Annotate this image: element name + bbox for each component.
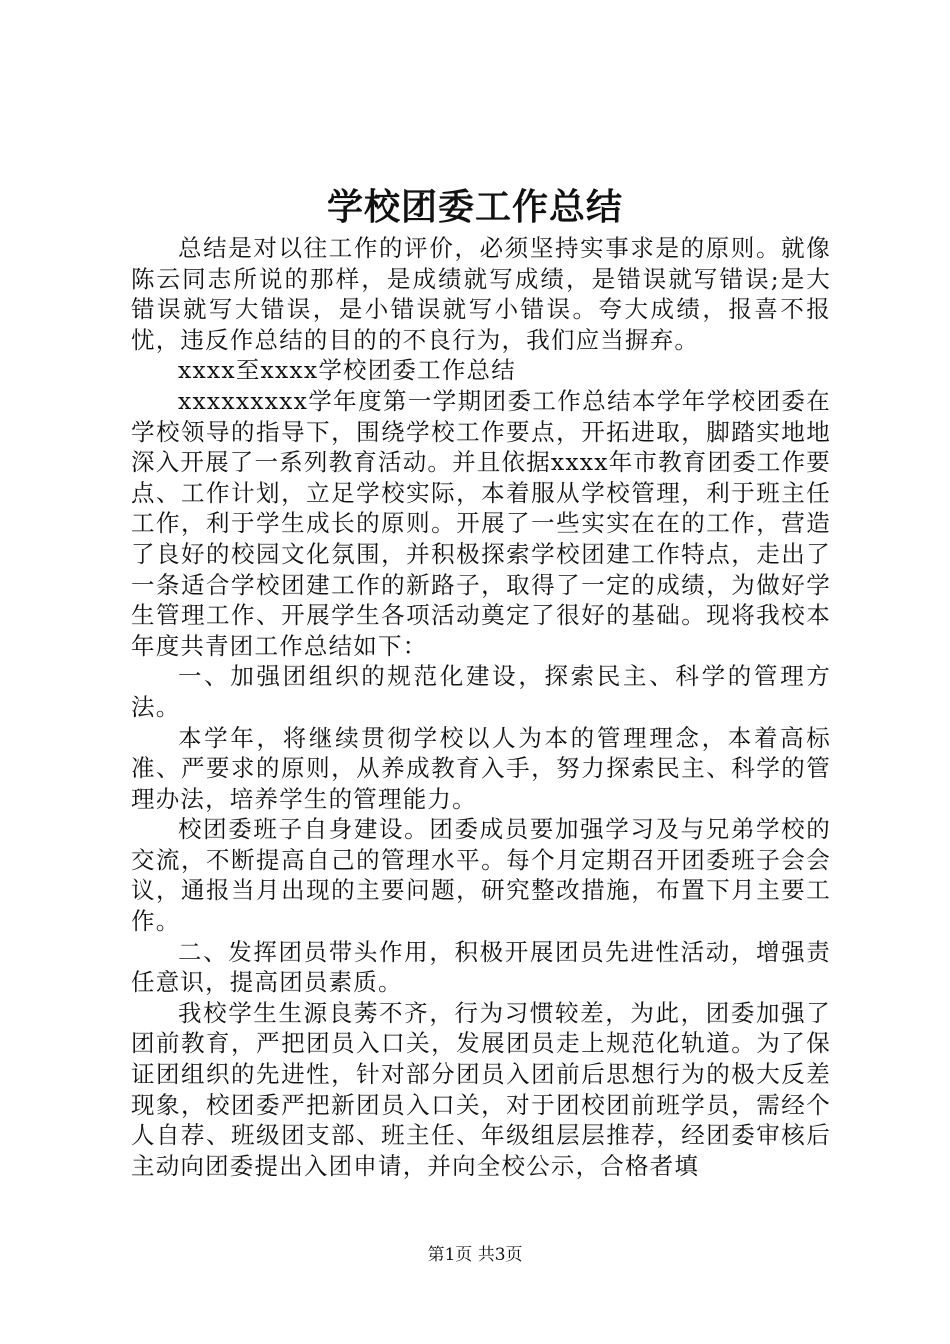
paragraph-subtitle: xxxx至xxxx学校团委工作总结: [178, 356, 516, 385]
paragraph-section-1-heading: 一、加强团组织的规范化建设，探索民主、科学的管理方法。: [131, 662, 831, 721]
paragraph-overview: xxxxxxxxx学年度第一学期团委工作总结本学年学校团委在学校领导的指导下，围绕学校工作要点，开拓进取，脚踏实地地深入开展了一系列教育活动。并且依据xxxx年市教育团委工作要点、工作计划，立足学校实际，本着服从学校管理，利于班主任工作，利于学生成长的原则。开展了一些实实在在的工作，营造了良好的校园文化氛围，并积极探索学校团建工作特点，走出了一条适合学校团建工作的新路子，取得了一定的成绩，为做好学生管理工作、开展学生各项活动奠定了很好的基础。现将我校本年度共青团工作总结如下：: [131, 386, 832, 660]
document-title: 学校团委工作总结: [326, 186, 623, 228]
document-body: [131, 233, 831, 1181]
paragraph-section-1-body: 本学年，将继续贯彻学校以人为本的管理理念，本着高标准、严要求的原则，从养成教育入手，努力探索民主、科学的管理办法，培养学生的管理能力。: [131, 723, 831, 813]
page-footer: 第1页 共3页: [427, 1245, 523, 1265]
paragraph-section-2-heading: 二、发挥团员带头作用，积极开展团员先进性活动，增强责任意识，提高团员素质。: [131, 937, 831, 997]
paragraph-team-building: 校团委班子自身建设。团委成员要加强学习及与兄弟学校的交流，不断提高自己的管理水平。每个月定期召开团委班子会会议，通报当月出现的主要问题，研究整改措施，布置下月主要工作。: [131, 815, 831, 936]
paragraph-intro: 总结是对以往工作的评价，必须坚持实事求是的原则。就像陈云同志所说的那样，是成绩就写成绩，是错误就写错误;是大错误就写大错误，是小错误就写小错误。夸大成绩，报喜不报忧，违反作总结的目的的不良行为，我们应当摒弃。: [131, 234, 831, 354]
paragraph-section-2-body: 我校学生生源良莠不齐，行为习惯较差，为此，团委加强了团前教育，严把团员入口关，发展团员走上规范化轨道。为了保证团组织的先进性，针对部分团员入团前后思想行为的极大反差现象，校团委严把新团员入口关，对于团校团前班学员，需经个人自荐、班级团支部、班主任、年级组层层推荐，经团委审核后主动向团委提出入团申请，并向全校公示，合格者填: [131, 998, 831, 1180]
